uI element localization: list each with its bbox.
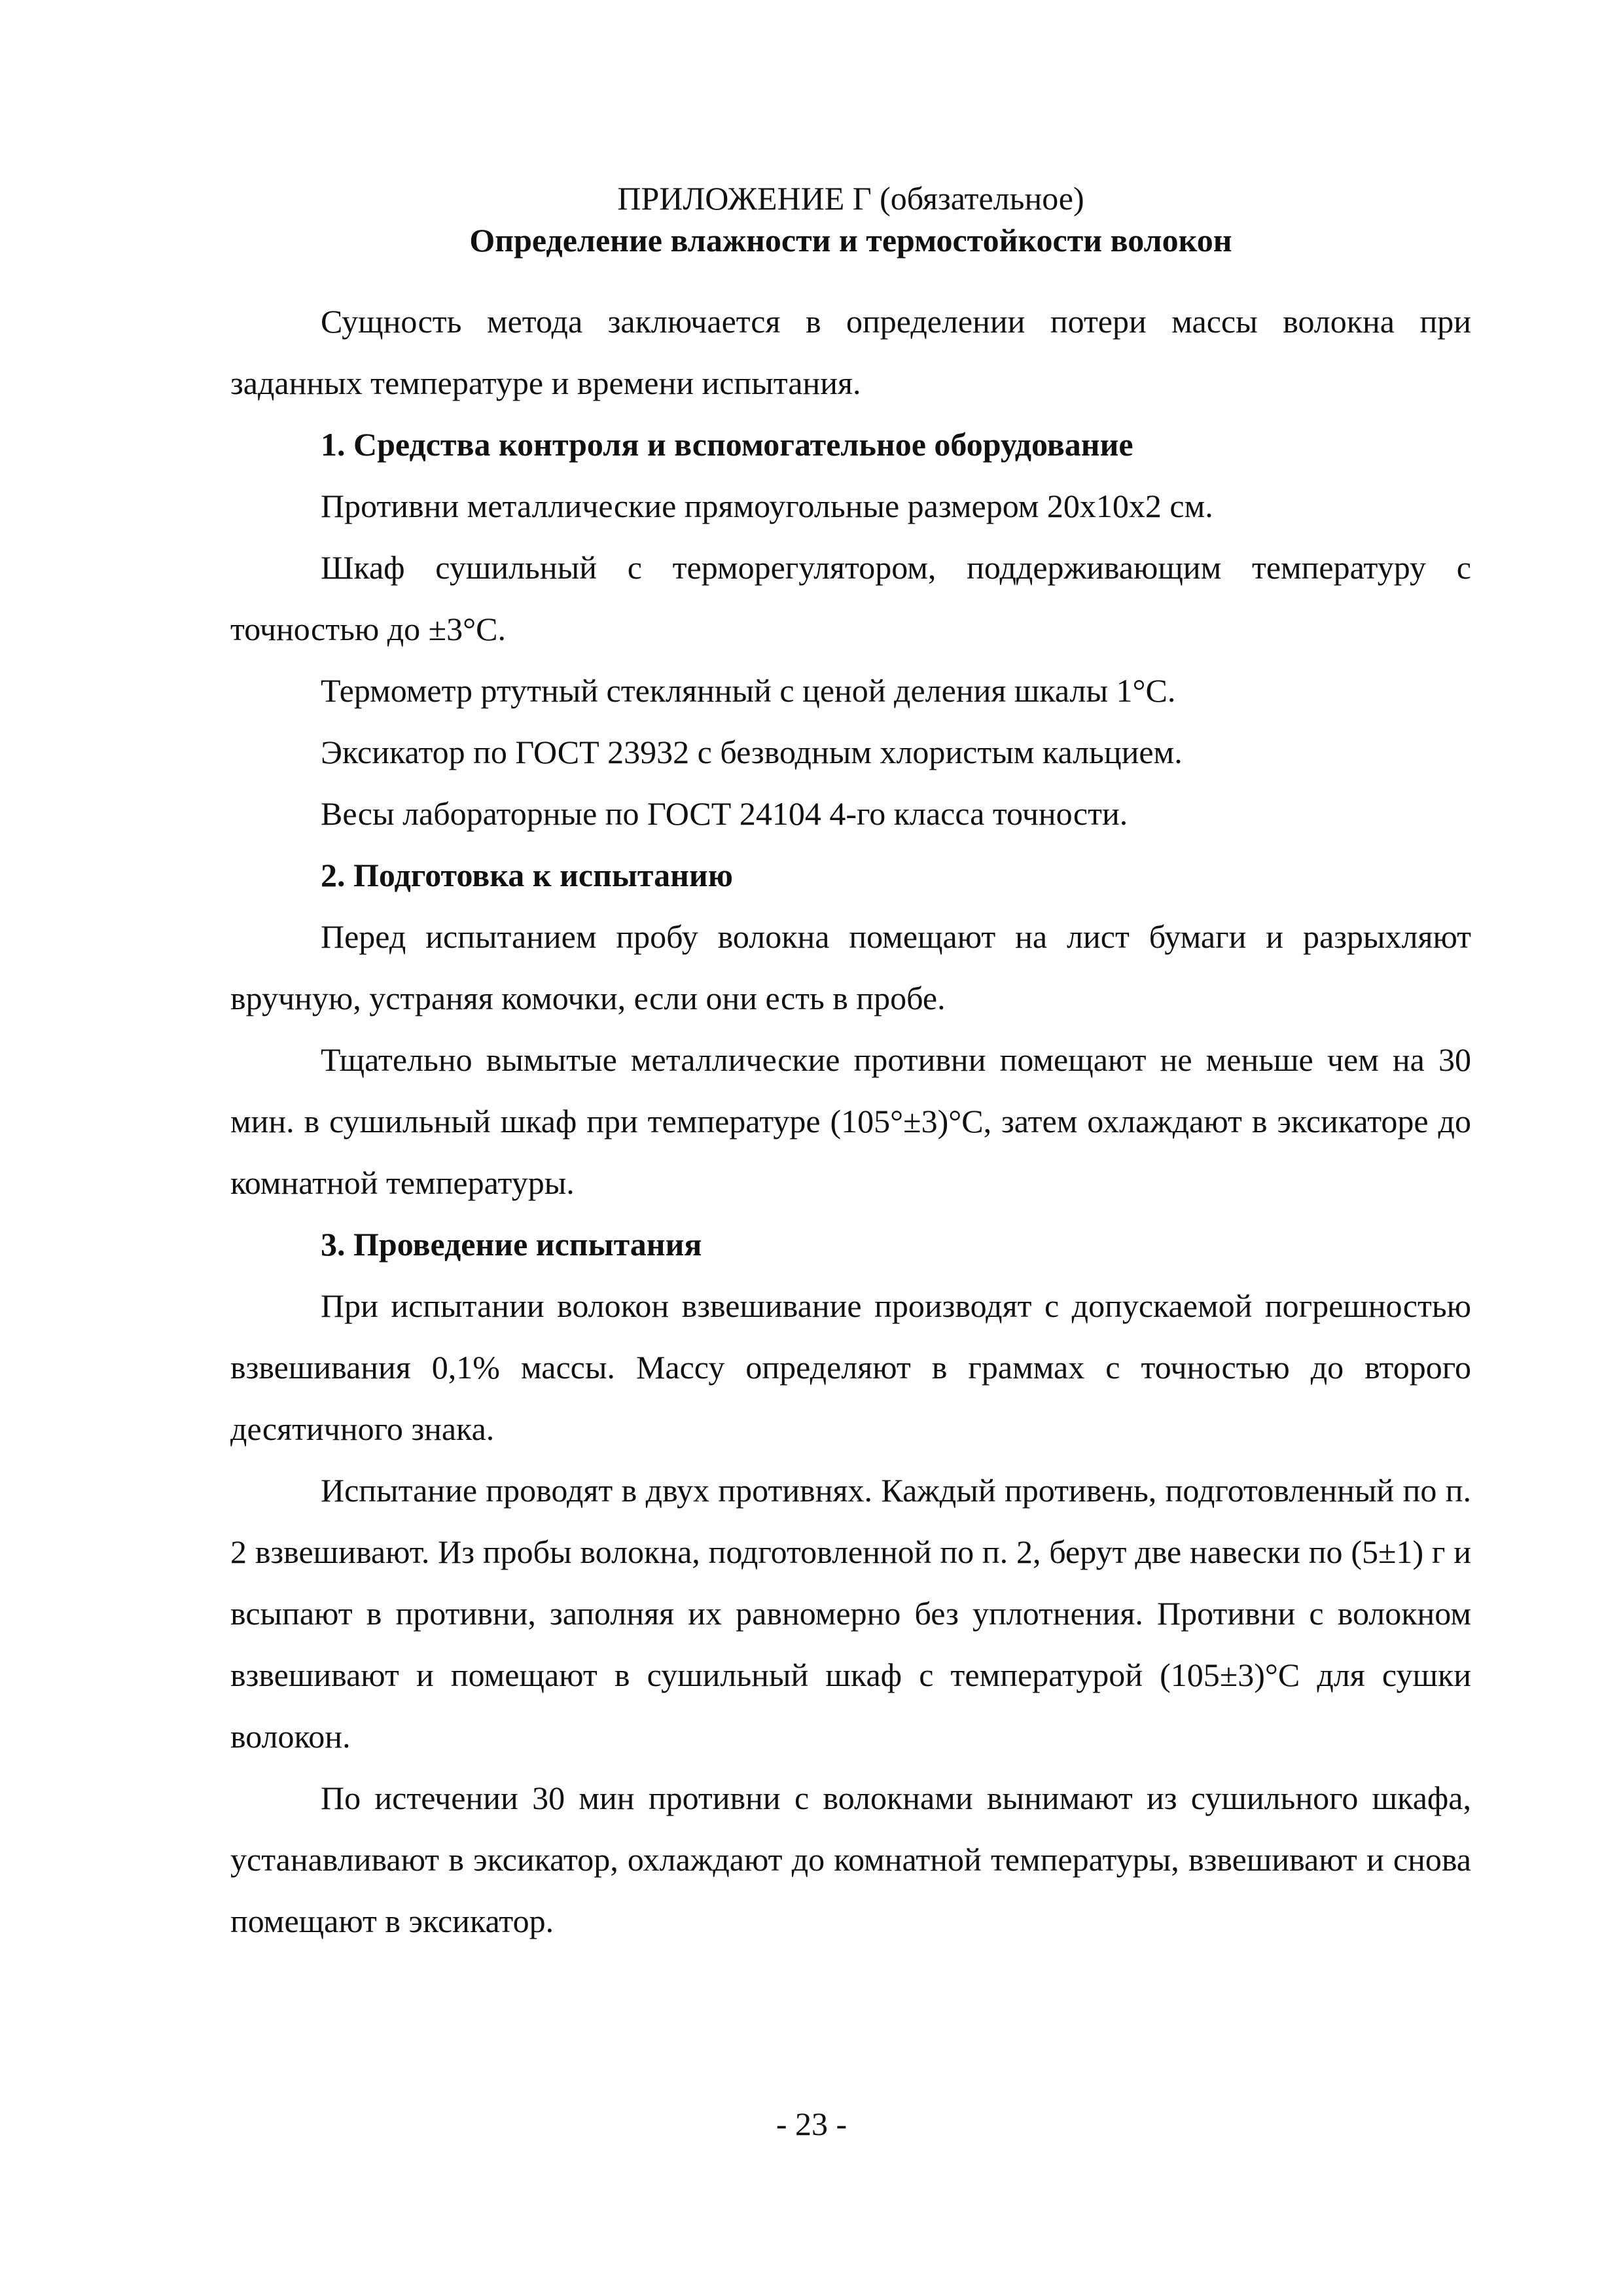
preparation-paragraph-2: Тщательно вымытые металлические противни помещают не меньше чем на 30 мин. в сушильный шкаф при температуре (105°±3)°С, затем охлаждают в эксикаторе до комнатной температуры.	[230, 1041, 1471, 1201]
section-3-heading: 3. Проведение испытания	[321, 1226, 702, 1263]
equipment-item-thermometer: Термометр ртутный стеклянный с ценой деления шкалы 1°С.	[321, 672, 1176, 709]
testing-paragraph-2: Испытание проводят в двух противнях. Каждый противень, подготовленный по п. 2 взвешивают. Из пробы волокна, подготовленной по п. 2, берут две навески по (5±1) г и всыпают в противни, заполняя их равномерно без уплотнения. Противни с волокном взвешивают и помещают в сушильный шкаф с температурой (105±3)°С для сушки волокон.	[230, 1472, 1471, 1755]
intro-paragraph: Сущность метода заключается в определении потери массы волокна при заданных температуре и времени испытания.	[230, 303, 1471, 401]
document-title: Определение влажности и термостойкости волокон	[469, 222, 1232, 259]
appendix-title: ПРИЛОЖЕНИЕ Г (обязательное)	[617, 180, 1084, 217]
page-number: - 23 -	[776, 2106, 847, 2142]
equipment-item-desiccator: Эксикатор по ГОСТ 23932 с безводным хлористым кальцием.	[321, 734, 1183, 770]
equipment-item-scales: Весы лабораторные по ГОСТ 24104 4-го класса точности.	[321, 795, 1128, 832]
preparation-paragraph-1: Перед испытанием пробу волокна помещают на лист бумаги и разрыхляют вручную, устраняя комочки, если они есть в пробе.	[230, 918, 1471, 1016]
testing-paragraph-3: По истечении 30 мин противни с волокнами вынимают из сушильного шкафа, устанавливают в эксикатор, охлаждают до комнатной температуры, взвешивают и снова помещают в эксикатор.	[230, 1780, 1471, 1939]
testing-paragraph-1: При испытании волокон взвешивание производят с допускаемой погрешностью взвешивания 0,1% массы. Массу определяют в граммах с точностью до второго десятичного знака.	[230, 1287, 1471, 1447]
equipment-item-trays: Противни металлические прямоугольные размером 20х10х2 см.	[321, 488, 1213, 524]
section-1-heading: 1. Средства контроля и вспомогательное оборудование	[321, 426, 1133, 463]
equipment-item-drying-oven: Шкаф сушильный с терморегулятором, поддерживающим температуру с точностью до ±3°С.	[230, 549, 1471, 647]
section-2-heading: 2. Подготовка к испытанию	[321, 857, 733, 893]
